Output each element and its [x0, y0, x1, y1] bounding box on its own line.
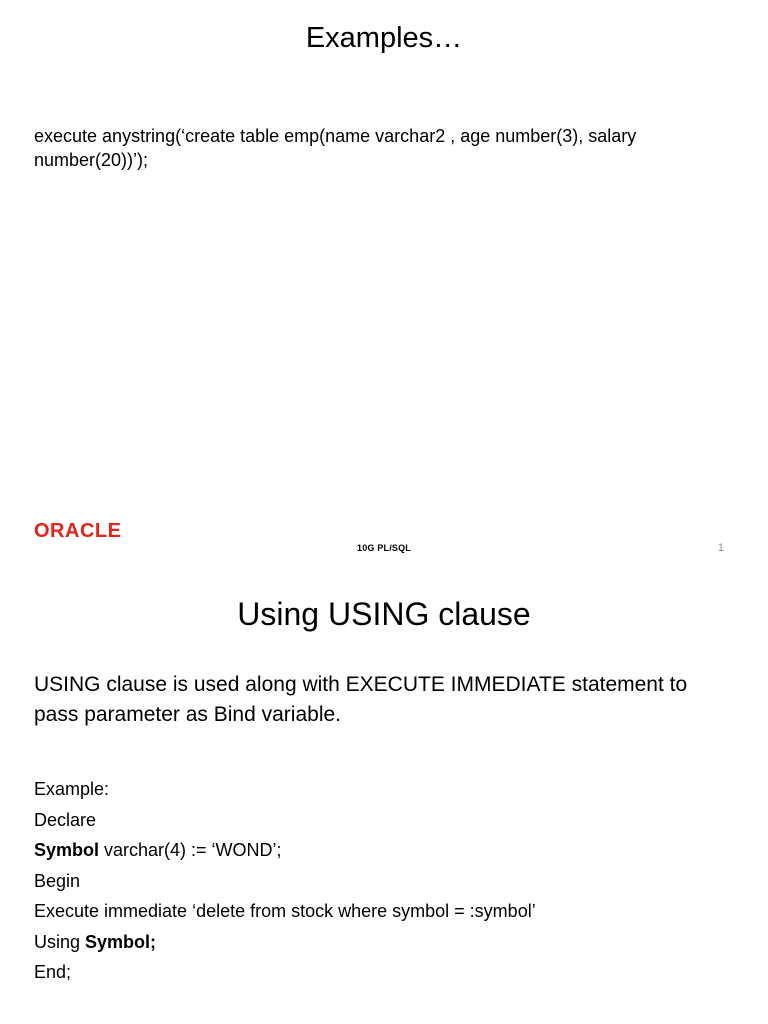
example-code-block — [34, 774, 536, 988]
end-line: End; — [34, 962, 72, 982]
page-number: 1 — [717, 542, 724, 554]
execute-line: Execute immediate ‘delete from stock where symbol = :symbol’ — [34, 901, 536, 921]
example-label: Example: — [34, 779, 110, 799]
symbol-keyword: Symbol — [34, 840, 100, 860]
footer-text: 10G PL/SQL — [356, 543, 411, 553]
declare-line: Declare — [34, 809, 97, 830]
slide-using-clause — [0, 566, 768, 1024]
using-prefix: Using — [34, 931, 86, 952]
symbol-declaration-rest: varchar(4) := ‘WOND’; — [99, 840, 282, 860]
oracle-logo — [34, 518, 152, 542]
slide-title: Using USING clause — [237, 596, 531, 632]
intro-text: USING clause is used along with EXECUTE IMMEDIATE statement to pass parameter as Bind variable. — [34, 673, 688, 726]
symbol-declaration-line — [34, 835, 536, 866]
code-example: execute anystring(‘create table emp(name varchar2 , age number(3), salary number(20))’); — [34, 126, 637, 170]
slide-title: Examples… — [305, 22, 463, 54]
oracle-logo-text: ORACLE — [34, 520, 122, 542]
using-symbol: Symbol; — [85, 931, 157, 952]
using-line — [34, 927, 536, 958]
begin-line: Begin — [34, 870, 81, 891]
